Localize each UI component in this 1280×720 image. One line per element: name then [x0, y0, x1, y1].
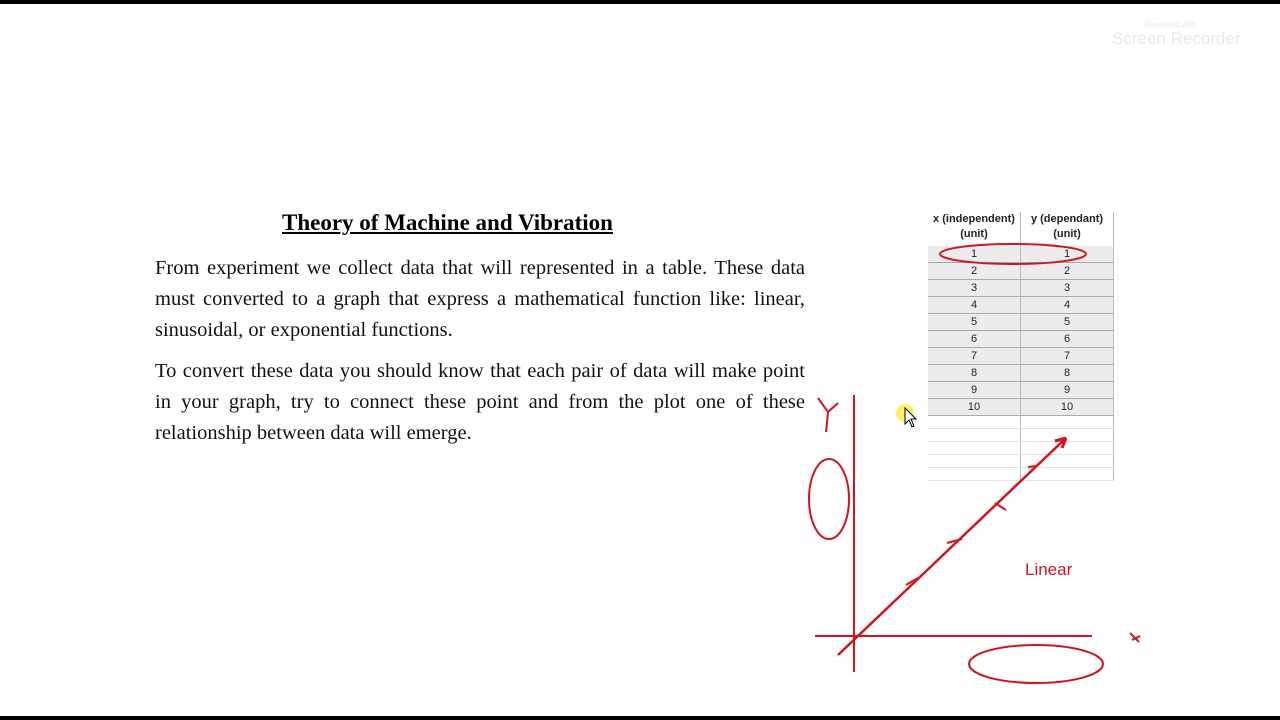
watermark-small: Recorded with [1145, 20, 1197, 29]
y-cell: 10 [1021, 399, 1114, 416]
y-cell: 1 [1021, 246, 1114, 263]
x-label-mark [1130, 633, 1140, 642]
x-cell: 1 [928, 246, 1021, 263]
linear-line [838, 438, 1066, 655]
header-y: y (dependant) (unit) [1021, 212, 1114, 246]
linear-label: Linear [1025, 560, 1073, 579]
x-cell: 4 [928, 297, 1021, 314]
y-cell: 8 [1021, 365, 1114, 382]
x-cell: 7 [928, 348, 1021, 365]
y-cell: 2 [1021, 263, 1114, 280]
header-x: x (independent) (unit) [928, 212, 1021, 246]
paragraph-2: To convert these data you should know that each pair of data will make point in your graph, try to connect these point and from the plot one of these relationship between data will emerge. [155, 360, 805, 444]
y-cell: 4 [1021, 297, 1114, 314]
slide-title: Theory of Machine and Vibration [282, 210, 613, 235]
y-cell: 3 [1021, 280, 1114, 297]
y-cell: 9 [1021, 382, 1114, 399]
highlight-ellipse-row1 [940, 244, 1086, 264]
watermark-main: Screen Recorder [1112, 29, 1241, 48]
x-cell: 5 [928, 314, 1021, 331]
y-cell: 7 [1021, 348, 1114, 365]
x-cell: 9 [928, 382, 1021, 399]
x-ellipse [969, 645, 1103, 683]
y-ellipse [809, 459, 849, 539]
x-cell: 8 [928, 365, 1021, 382]
paragraph-1: From experiment we collect data that will represented in a table. These data must converted to a graph that express a mathematical function like: linear, sinusoidal, or exponential functions. [155, 257, 805, 341]
y-label-mark [818, 398, 838, 432]
x-cell: 10 [928, 399, 1021, 416]
x-cell: 3 [928, 280, 1021, 297]
x-cell: 6 [928, 331, 1021, 348]
x-cell: 2 [928, 263, 1021, 280]
y-cell: 5 [1021, 314, 1114, 331]
y-cell: 6 [1021, 331, 1114, 348]
